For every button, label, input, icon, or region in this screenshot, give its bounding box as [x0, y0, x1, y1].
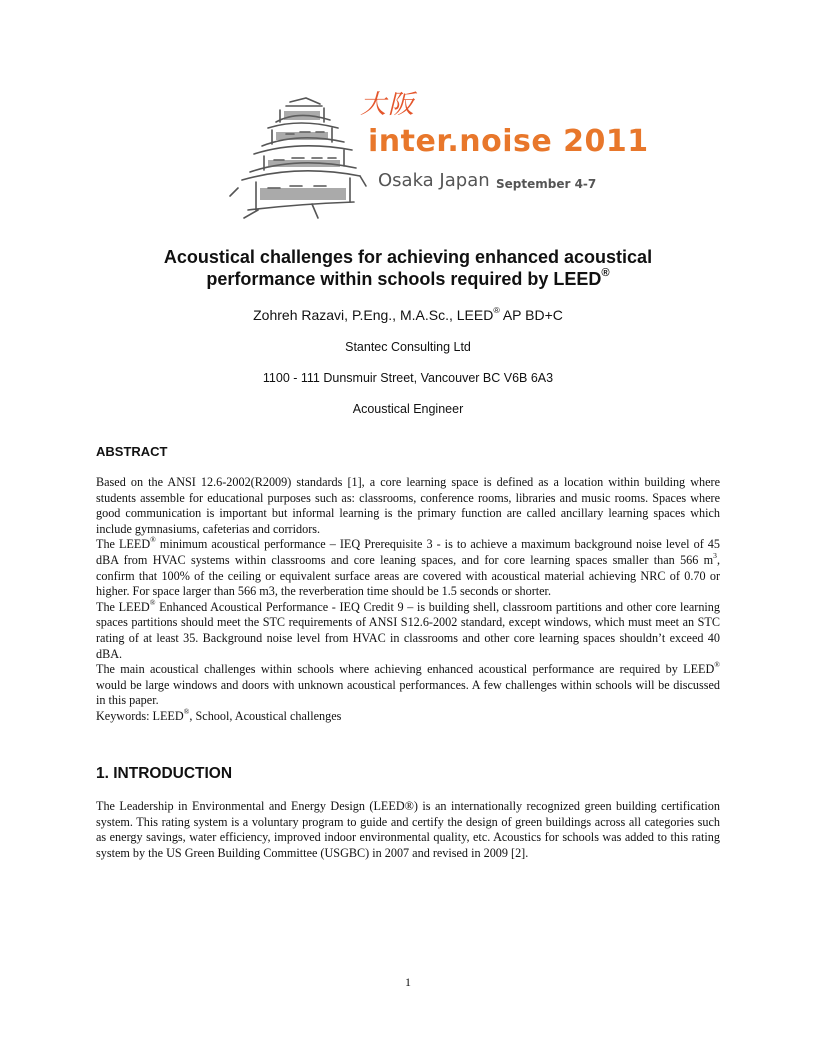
logo-kanji: 大阪 — [360, 90, 417, 120]
text-run: Enhanced Acoustical Performance - IEQ Credit 9 – is building shell, classroom partitions and other core learning spaces partitions should meet the STC requirements of ANSI S12.6-2002 standard, except windows, which must meet an STC rating of at least 35. Background noise level from HVAC in classrooms and other core learning spaces shouldn’t exceed 40 dBA. — [96, 599, 720, 661]
paper-title — [96, 246, 720, 290]
author-registered-mark: ® — [493, 305, 500, 316]
title-line-1: Acoustical challenges for achieving enhanced acoustical — [163, 247, 653, 267]
keywords — [96, 706, 720, 725]
text-run: The LEED — [96, 537, 151, 552]
introduction-heading: 1. INTRODUCTION — [96, 765, 233, 782]
abstract-paragraph — [96, 537, 720, 599]
introduction-paragraph: The Leadership in Environmental and Energy Design (LEED®) is an internationally recognized green building certification system. This rating system is a voluntary program to guide and certify the design of green buildings across all categories such as energy savings, water efficiency, improved indoor environmental quality, etc. Acoustics for schools was added to this rating system by the US Green Building Committee (USGBC) in 2007 and revised in 2009 [2]. — [96, 799, 720, 860]
logo-title: inter.noise 2011 — [368, 124, 649, 159]
text-run: would be large windows and doors with unknown acoustical performances. A few challenges within schools will be discussed in this paper. — [96, 677, 720, 708]
author-line — [96, 307, 720, 323]
author-name: Zohreh Razavi, P.Eng., M.A.Sc., LEED — [253, 307, 494, 323]
abstract-paragraph — [96, 597, 720, 662]
text-run: , confirm that 100% of the ceiling or equivalent surface areas are covered with acoustical material achieving NRC of 0.70 or higher. For space larger than 566 m3, the reverberation time should be 1.5 seconds or shorter. — [96, 552, 720, 599]
author-credentials: AP BD+C — [499, 307, 563, 323]
registered-mark: ® — [149, 597, 156, 607]
abstract-paragraph — [96, 659, 720, 709]
position: Acoustical Engineer — [352, 402, 464, 416]
title-line-2 — [96, 268, 720, 290]
text-run: Keywords: LEED — [96, 708, 184, 723]
introduction-body — [96, 799, 720, 861]
address: 1100 - 111 Dunsmuir Street, Vancouver BC V6B 6A3 — [262, 371, 554, 385]
registered-mark: ® — [150, 535, 156, 545]
registered-mark: ® — [183, 706, 190, 716]
title-registered-mark: ® — [601, 267, 610, 280]
superscript-exponent: 3 — [713, 550, 717, 560]
abstract-body — [96, 475, 720, 725]
conference-logo — [228, 84, 649, 224]
page-number: 1 — [405, 975, 411, 989]
logo-city: Osaka Japan — [378, 170, 490, 191]
abstract-paragraph: Based on the ANSI 12.6-2002(R2009) standards [1], a core learning space is defined as a location within building where students assemble for educational purposes such as: classrooms, conference rooms, libraries and music rooms. Spaces where good communication is important but informal learning is the primary function are called ancillary learning spaces which include gymnasiums, cafeterias and corridors. — [96, 475, 720, 536]
title-line-2-text: performance within schools required by LEED — [206, 269, 602, 289]
organization: Stantec Consulting Ltd — [345, 340, 471, 354]
registered-mark: ® — [714, 659, 720, 669]
text-run: The LEED — [96, 599, 150, 614]
logo-dates: September 4-7 — [496, 177, 597, 191]
castle-icon — [228, 84, 368, 224]
text-run: minimum acoustical performance – IEQ Prerequisite 3 - is to achieve a maximum background noise level of 45 dBA from HVAC systems within classrooms and core leaning spaces, and for core learning spaces smaller than 566 m — [96, 537, 720, 567]
text-run: , School, Acoustical challenges — [189, 708, 342, 723]
abstract-heading: ABSTRACT — [96, 444, 168, 459]
text-run: The main acoustical challenges within schools where achieving enhanced acoustical performance are required by LEED — [96, 662, 715, 677]
